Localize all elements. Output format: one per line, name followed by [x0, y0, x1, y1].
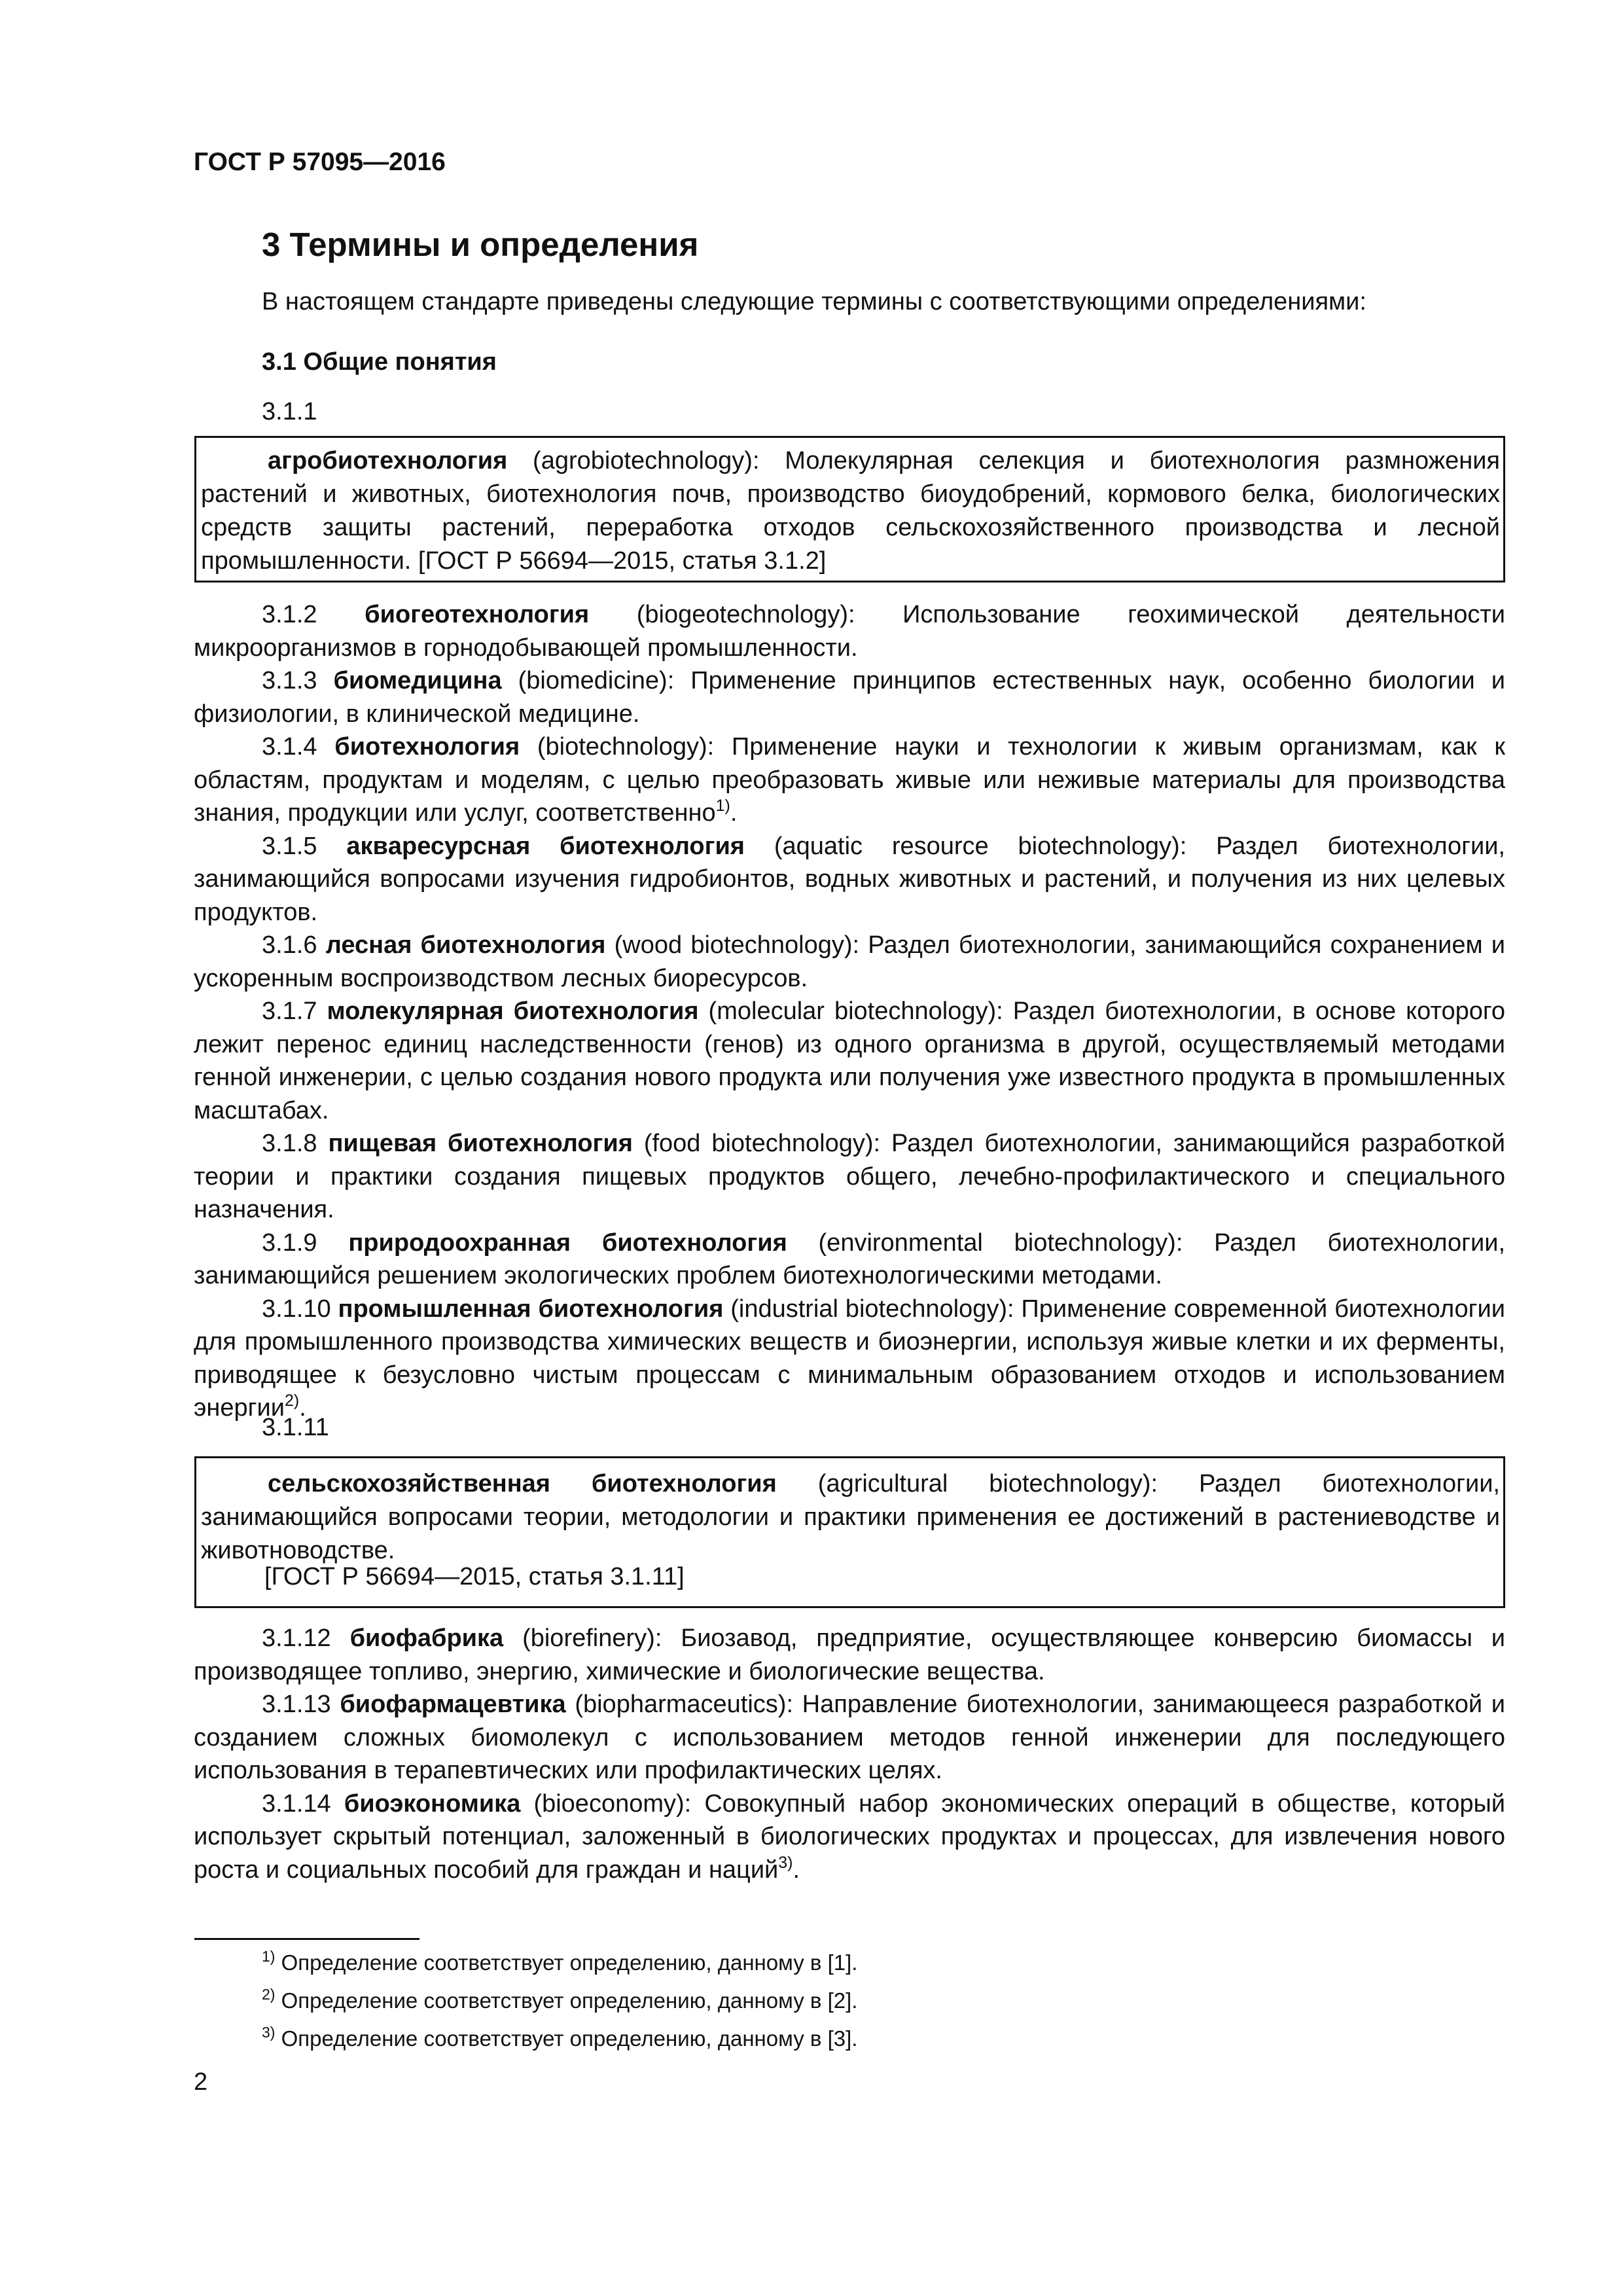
term-number: 3.1.12: [262, 1624, 331, 1652]
footnote-mark: 3): [262, 2024, 276, 2041]
term-name: биогеотехнология: [365, 601, 590, 628]
term-english: (biogeotechnology): [589, 601, 848, 628]
definition-text: : Раздел биотехнологии, в основе которого лежит перенос единиц наследственности (генов) из одного организма в другой, осуществляемый методами генной инженерии, с целью создания нового продукта или получения уже известного продукта в промышленных масштабах.: [194, 997, 1506, 1124]
definition-text: : Раздел биотехнологии, занимающийся разработкой теории и практики создания пищевых продуктов общего, лечебно-профилактического и специального назначения.: [194, 1130, 1505, 1223]
term-name: сельскохозяйственная биотехнология: [268, 1470, 777, 1498]
term-number: 3.1.10: [262, 1295, 331, 1323]
term-box-3-1-11: [194, 1456, 1505, 1608]
term-source: [ГОСТ Р 56694—2015, статья 3.1.11]: [264, 1563, 685, 1590]
definition-text: : Использование геохимической деятельности микроорганизмов в горнодобывающей промышленности.: [194, 601, 1506, 662]
terms-list-continued: [194, 1622, 1505, 1886]
term-name: биофабрика: [349, 1624, 504, 1652]
term-number: 3.1.11: [262, 1414, 329, 1441]
term-number: 3.1.13: [262, 1691, 331, 1718]
term-end: .: [730, 799, 738, 827]
term-definition: [201, 1467, 1500, 1568]
term-name: биоэкономика: [344, 1789, 521, 1818]
footnote-text: Определение соответствует определению, данному в [1].: [275, 1950, 858, 1975]
term-number: 3.1.6: [262, 931, 317, 959]
term-english: (food biotechnology): [632, 1130, 874, 1157]
term-english: (agrobiotechnology): [507, 447, 753, 475]
term-number: 3.1.14: [262, 1789, 331, 1818]
term-name: аквaресурсная биотехнология: [346, 832, 745, 860]
footnote-mark: 1): [262, 1948, 276, 1965]
term-number: 3.1.1: [262, 398, 317, 425]
term-name: биофармацевтика: [340, 1691, 566, 1718]
term-entry: [194, 730, 1505, 830]
term-entry: [194, 598, 1505, 664]
definition-text: : Направление биотехнологии, занимающееся разработкой и созданием сложных биомолекул с использованием методов генной инженерии для последующего использования в терапевтических или профилактических целях.: [194, 1691, 1505, 1784]
term-number: 3.1.2: [262, 601, 317, 628]
term-end: .: [299, 1394, 306, 1422]
term-name: агробиотехнология: [268, 447, 508, 475]
term-name: лесная биотехнология: [325, 931, 606, 959]
term-name: молекулярная биотехнология: [327, 997, 699, 1025]
term-name: промышленная биотехнология: [338, 1295, 724, 1323]
footnote-text: Определение соответствует определению, данному в [2].: [275, 1988, 858, 2013]
subsection-title: 3.1 Общие понятия: [262, 348, 497, 376]
footnote-mark: 1): [715, 797, 730, 815]
definition-text: : Совокупный набор экономических операций в обществе, который использует скрытый потенциал, заложенный в биологических продуктах и процессах, для извлечения нового роста и социальных пособий для граждан и наций: [194, 1789, 1506, 1884]
term-entry: [194, 929, 1505, 995]
footnote-separator: [194, 1938, 419, 1940]
term-english: (biorefinery): [503, 1624, 655, 1652]
term-english: (biopharmaceutics): [565, 1691, 787, 1718]
term-english: (environmental biotechnology): [787, 1229, 1176, 1257]
term-entry: [194, 1688, 1505, 1787]
term-entry: [194, 664, 1505, 730]
term-number: 3.1.4: [262, 733, 317, 761]
term-entry: [194, 1787, 1505, 1887]
term-name: пищевая биотехнология: [328, 1130, 633, 1157]
definition-text: : Применение принципов естественных наук, особенно биологии и физиологии, в клинической медицине.: [194, 667, 1505, 728]
term-entry: [194, 1127, 1505, 1227]
footnote-mark: 3): [778, 1853, 793, 1872]
term-english: (bioeconomy): [520, 1789, 685, 1818]
definition-text: : Применение науки и технологии к живым организмам, как к областям, продуктам и моделям, с целью преобразовать живые или неживые материалы для производства знания, продукции или услуг, соответственно: [194, 733, 1506, 827]
definition-text: : Раздел биотехнологии, занимающийся вопросами изучения гидробионтов, водных животных и растений, и получения из них целевых продуктов.: [194, 832, 1505, 926]
terms-list: [194, 598, 1505, 1425]
definition-text: : Биозавод, предприятие, осуществляющее конверсию биомассы и производящее топливо, энергию, химические и биологические вещества.: [194, 1624, 1505, 1685]
term-entry: [194, 995, 1505, 1127]
section-intro: В настоящем стандарте приведены следующие термины с соответствующими определениями:: [262, 288, 1366, 315]
footnote-mark: 2): [262, 1986, 276, 2003]
term-english: (agricultural biotechnology): [776, 1470, 1151, 1498]
term-entry: [194, 830, 1505, 929]
page-number: 2: [194, 2068, 208, 2096]
footnote: [262, 1950, 857, 1975]
term-english: (aquatic resource biotechnology): [744, 832, 1180, 860]
section-title: 3 Термины и определения: [262, 226, 699, 263]
definition-text: : Раздел биотехнологии, занимающийся вопросами теории, методологии и практики применения ее достижений в растениеводстве и животноводстве.: [201, 1470, 1500, 1564]
term-english: (industrial biotechnology): [723, 1295, 1007, 1323]
term-number: 3.1.9: [262, 1229, 317, 1257]
definition-text: : Раздел биотехнологии, занимающийся сохранением и ускоренным воспроизводством лесных биоресурсов.: [194, 931, 1506, 992]
term-english: (wood biotechnology): [605, 931, 853, 959]
term-number: 3.1.8: [262, 1130, 317, 1157]
term-entry: [194, 1227, 1505, 1293]
definition-text: : Применение современной биотехнологии для промышленного производства химических веществ и биоэнергии, используя живые клетки и их ферменты, приводящее к безусловно чистым процессам с минимальным образованием отходов и использованием энергии: [194, 1295, 1505, 1422]
term-english: (molecular biotechnology): [698, 997, 997, 1025]
term-english: (biomedicine): [501, 667, 668, 694]
term-end: .: [793, 1856, 800, 1884]
term-name: природоохранная биотехнология: [348, 1229, 787, 1257]
term-name: биомедицина: [333, 667, 502, 694]
footnote-mark: 2): [284, 1391, 300, 1410]
definition-text: : Молекулярная селекция и биотехнология размножения растений и животных, биотехнология почв, производство биоудобрений, кормового белка, биологических средств защиты растений, переработка отходов сельскохозяйственного производства и лесной промышленности. [ГОСТ Р 56694—2015, статья 3.1.2]: [201, 447, 1501, 575]
term-box-3-1-1: [194, 436, 1505, 583]
definition-text: : Раздел биотехнологии, занимающийся решением экологических проблем биотехнологическими методами.: [194, 1229, 1506, 1289]
footnote: [262, 2026, 857, 2051]
footnote: [262, 1988, 857, 2013]
footnote-text: Определение соответствует определению, данному в [3].: [275, 2026, 858, 2051]
term-english: (biotechnology): [520, 733, 707, 761]
term-entry: [194, 1293, 1505, 1425]
document-code: ГОСТ Р 57095—2016: [194, 148, 446, 176]
term-number: 3.1.7: [262, 997, 317, 1025]
term-number: 3.1.3: [262, 667, 317, 694]
term-name: биотехнология: [334, 733, 520, 761]
term-number: 3.1.5: [262, 832, 317, 860]
term-entry: [194, 1622, 1505, 1688]
term-definition: [201, 444, 1500, 578]
